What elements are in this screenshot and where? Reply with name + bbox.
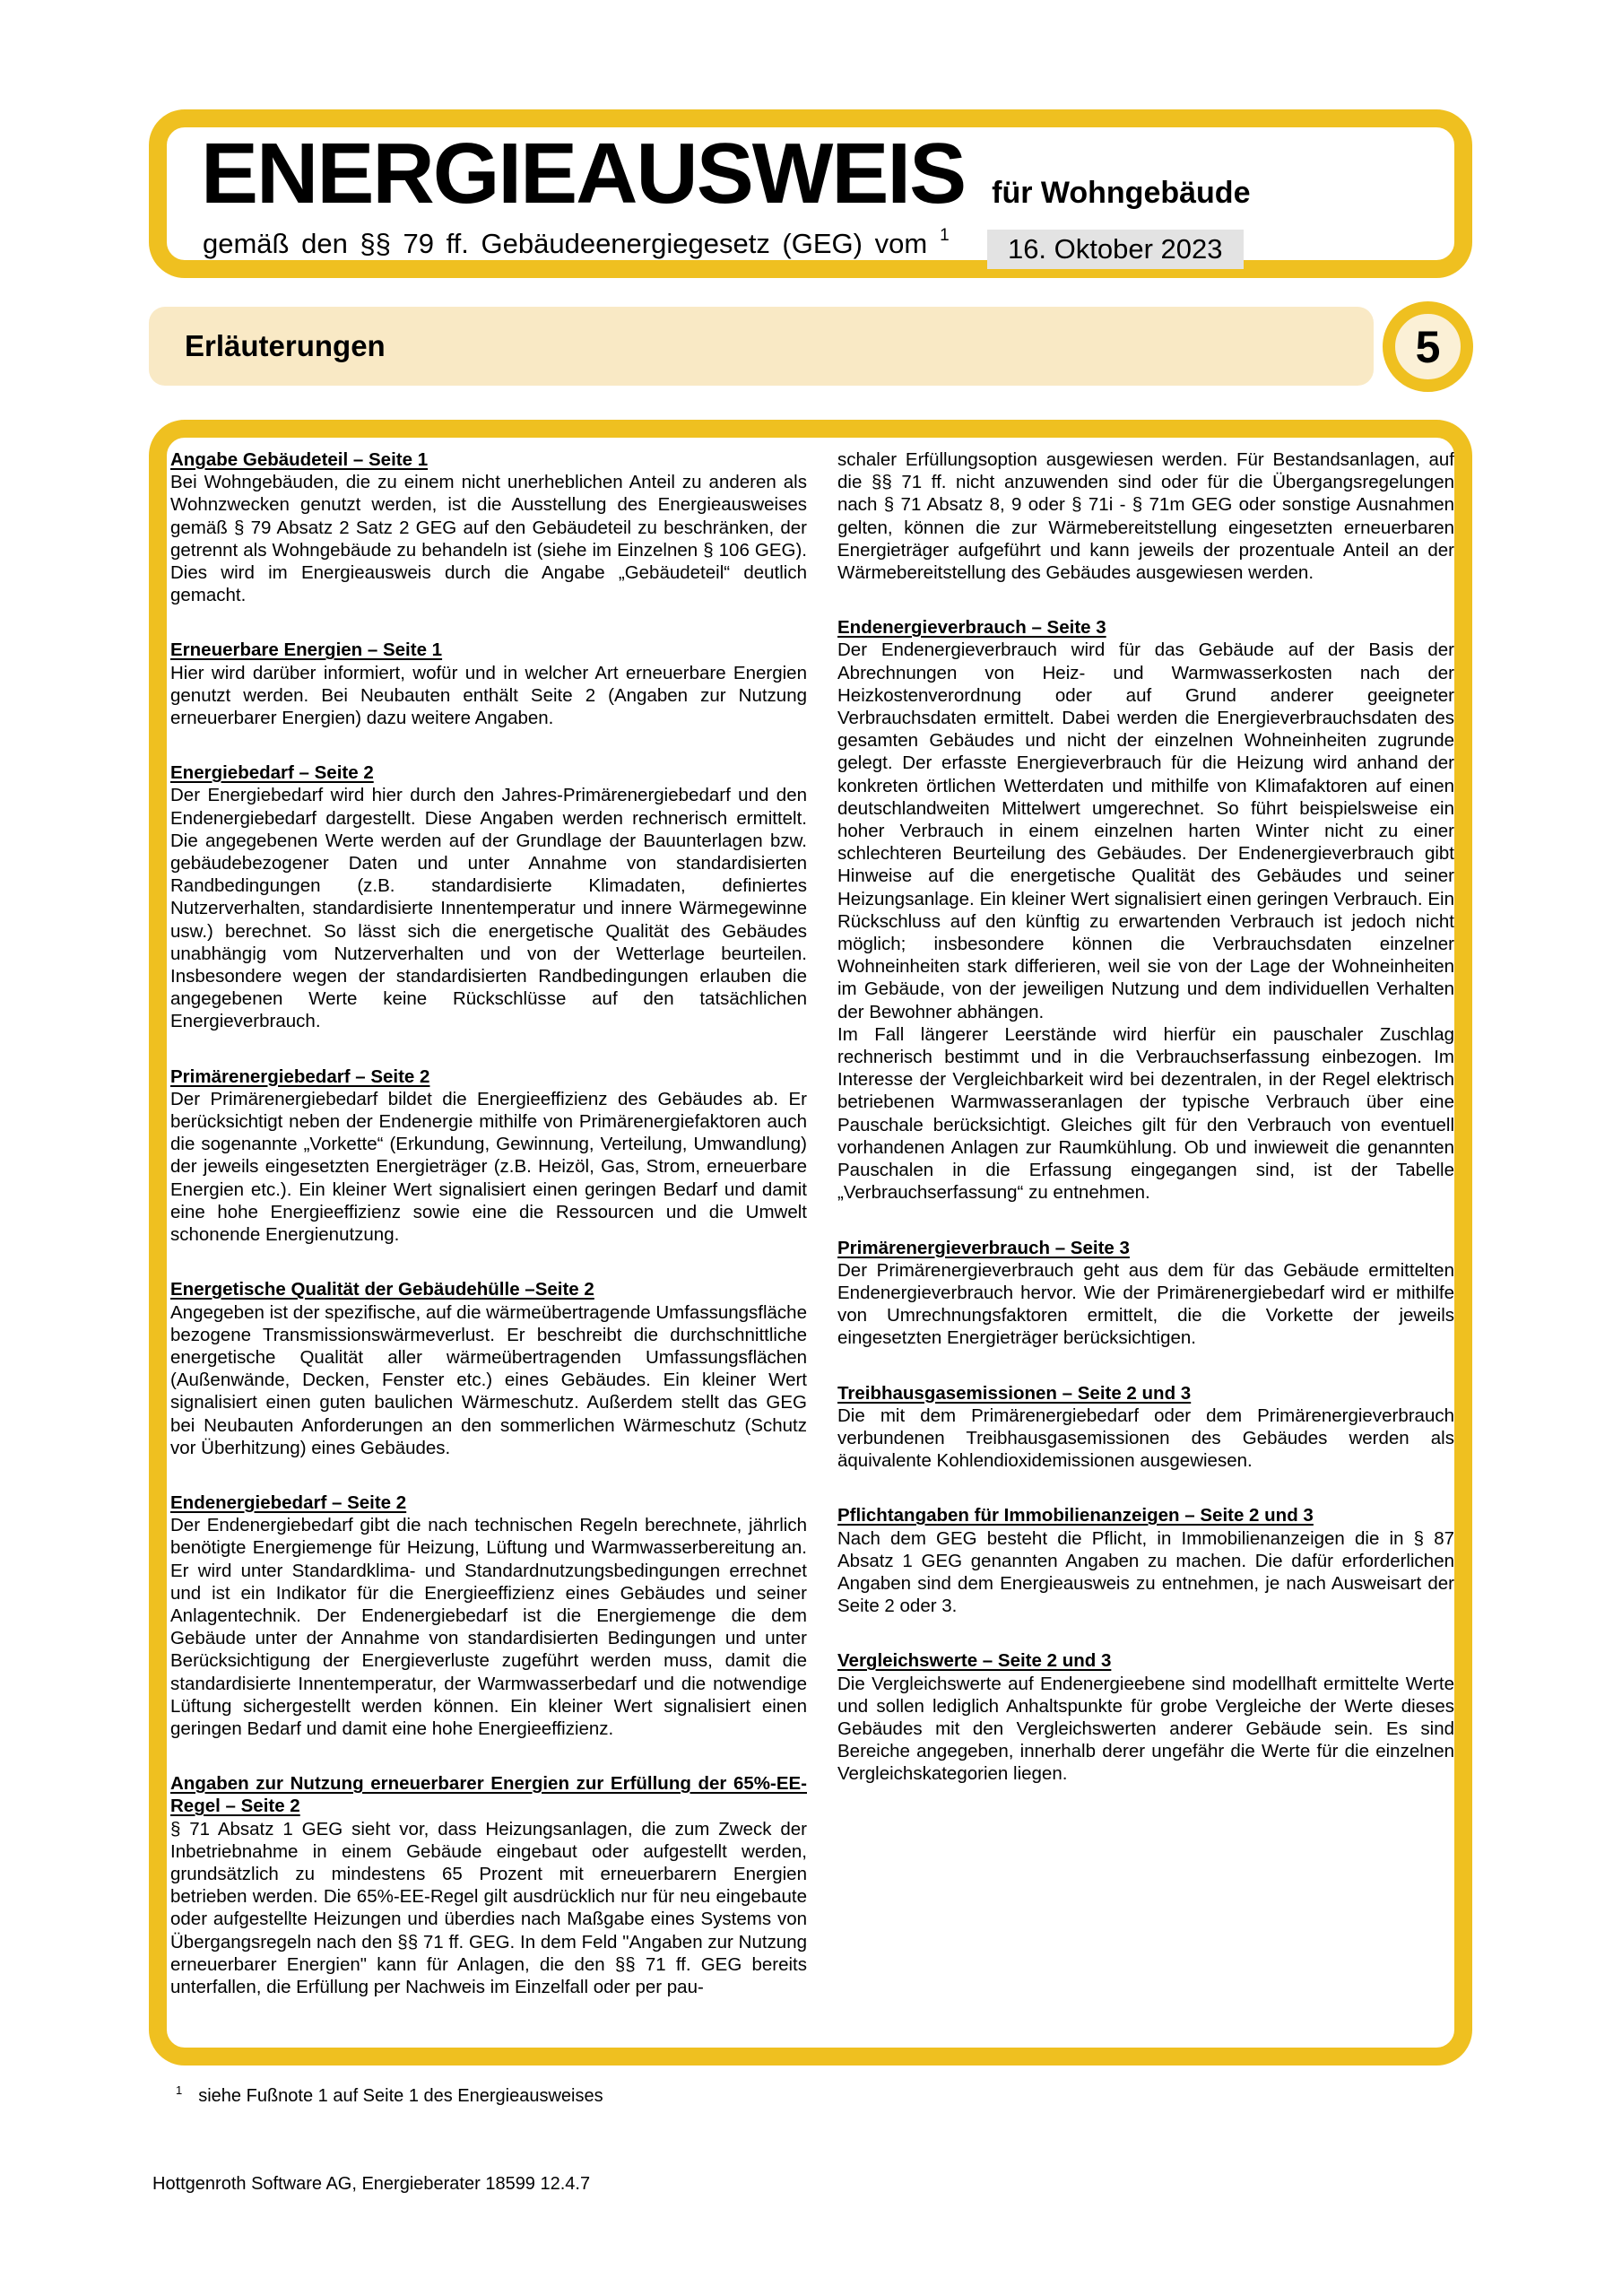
section-paragraph: Der Primärenergiebedarf bildet die Energieeffizienz des Gebäudes ab. Er berücksichtigt neben der Endenergie mithilfe von Primärenergiefaktoren auch die sogenannte „Vorkette“ (Erkundung, Gewinnung, Verteilung, Umwandlung) der jeweils eingesetzten Energieträger (z.B. Heizöl, Gas, Strom, erneuerbare Energien etc.). Ein kleiner Wert signalisiert einen geringen Bedarf und damit eine hohe Energieeffizienz sowie eine die Ressourcen und die Umwelt schonende Energienutzung. [170, 1088, 807, 1246]
section-heading: Pflichtangaben für Immobilienanzeigen – Seite 2 und 3 [837, 1505, 1314, 1526]
section-heading: Energetische Qualität der Gebäudehülle –Seite 2 [170, 1279, 594, 1300]
footnote-text: siehe Fußnote 1 auf Seite 1 des Energieausweises [198, 2086, 603, 2106]
title-row [201, 126, 1251, 222]
document-subtitle: gemäß den §§ 79 ff. Gebäudeenergiegesetz (GEG) vom [203, 228, 928, 259]
section-paragraph: § 71 Absatz 1 GEG sieht vor, dass Heizungsanlagen, die zum Zweck der Inbetriebnahme in einem Gebäude eingebaut oder aufgestellt werden, grundsätzlich zu mindestens 65 Prozent mit erneuerbarern Energien betrieben werden. Die 65%-EE-Regel gilt ausdrücklich nur für neu eingebaute oder aufgestellte Heizungen und überdies nach Maßgabe eines Systems von Übergangsregeln nach den §§ 71 ff. GEG. In dem Feld "Angaben zur Nutzung erneuerbarer Energien" kann für Anlagen, die den §§ 71 ff. GEG bereits unterfallen, die Erfüllung per Nachweis im Einzelfall oder per pau- [170, 1818, 807, 1997]
section-heading: Erneuerbare Energien – Seite 1 [170, 639, 443, 661]
explanations-box [149, 420, 1472, 2066]
issue-date-highlight: 16. Oktober 2023 [987, 230, 1244, 269]
section-paragraph: Der Endenergieverbrauch wird für das Gebäude auf der Basis der Abrechnungen von Heiz- und Warmwasserkosten nach der Heizkostenverordnung oder auf Grund anderer geeigneter Verbrauchsdaten ermittelt. Dabei werden die Energieverbrauchsdaten des gesamten Gebäudes und nicht der einzelnen Wohneinheiten zugrunde gelegt. Der erfasste Energieverbrauch für die Heizung wird anhand der konkreten örtlichen Wetterdaten und mithilfe von Klimafaktoren auf einen deutschlandweiten Mittelwert umgerechnet. So führt beispielsweise ein hoher Verbrauch in einem einzelnen harten Winter nicht zu einer schlechteren Beurteilung des Gebäudes. Der Endenergieverbrauch gibt Hinweise auf die energetische Qualität des Gebäudes und seiner Heizungsanlage. Ein kleiner Wert signalisiert einen geringen Verbrauch. Ein Rückschluss auf den künftig zu erwartenden Verbrauch ist jedoch nicht möglich; insbesondere können die Verbrauchsdaten einzelner Wohneinheiten stark differieren, weil sie von der Lage der Wohneinheiten im Gebäude, von der jeweiligen Nutzung und dem individuellen Verhalten der Bewohner abhängen. [837, 639, 1454, 1022]
section-banner [149, 307, 1374, 386]
section-paragraph: Hier wird darüber informiert, wofür und in welcher Art erneuerbare Energien genutzt werden. Bei Neubauten enthält Seite 2 (Angaben zur Nutzung erneuerbarer Energien) dazu weitere Angaben. [170, 662, 807, 729]
section-heading: Angabe Gebäudeteil – Seite 1 [170, 449, 429, 470]
section-heading: Endenergieverbrauch – Seite 3 [837, 617, 1106, 639]
section-paragraph: Die Vergleichswerte auf Endenergieebene sind modellhaft ermittelte Werte und sollen lediglich Anhaltspunkte für grobe Vergleiche der Werte dieses Gebäudes mit den Vergleichswerten anderer Gebäude sein. Es sind Bereiche angegeben, innerhalb derer ungefähr die Werte für die einzelnen Vergleichskategorien liegen. [837, 1673, 1454, 1785]
section-heading: Angaben zur Nutzung erneuerbarer Energien zur Erfüllung der 65%-EE-Regel – Seite 2 [170, 1773, 807, 1817]
section [837, 1649, 1454, 1785]
right-column [837, 448, 1454, 1786]
section-heading: Vergleichswerte – Seite 2 und 3 [837, 1650, 1112, 1672]
section [837, 616, 1454, 1204]
page-number-badge: 5 [1383, 301, 1473, 392]
section-heading: Primärenergiebedarf – Seite 2 [170, 1065, 430, 1087]
software-footer: Hottgenroth Software AG, Energieberater 18599 12.4.7 [152, 2174, 591, 2194]
subtitle-row [203, 224, 1244, 264]
section-paragraph: Die mit dem Primärenergiebedarf oder dem Primärenergieverbrauch verbundenen Treibhausgasemissionen des Gebäudes werden als äquivalente Kohlendioxidemissionen ausgewiesen. [837, 1405, 1454, 1472]
section-paragraph: Der Endenergiebedarf gibt die nach technischen Regeln berechnete, jährlich benötigte Energiemenge für Heizung, Lüftung und Warmwasserbereitung an. Er wird unter Standardklima- und Standardnutzungsbedingungen errechnet und ist ein Indikator für die Energieeffizienz eines Gebäudes und seiner Anlagentechnik. Der Endenergiebedarf ist die Energiemenge die dem Gebäude unter der Annahme von standardisierten Bedingungen und unter Berücksichtigung der Energieverluste zugeführt werden muss, damit die standardisierte Innentemperatur, der Warmwasserbedarf und die notwendige Lüftung sichergestellt werden können. Ein kleiner Wert signalisiert einen geringen Bedarf und damit eine hohe Energieeffizienz. [170, 1515, 807, 1739]
footnote-reference: 1 [940, 226, 950, 245]
section-paragraph: Bei Wohngebäuden, die zu einem nicht unerheblichen Anteil zu anderen als Wohnzwecken genutzt werden, ist die Ausstellung des Energieausweises gemäß § 79 Absatz 2 Satz 2 GEG auf den Gebäudeteil zu beschränken, der getrennt als Wohngebäude zu behandeln ist (siehe im Einzelnen § 106 GEG). Dies wird im Energieausweis durch die Angabe „Gebäudeteil“ deutlich gemacht. [170, 472, 807, 606]
document-title-suffix: für Wohngebäude [992, 176, 1251, 210]
section [837, 1382, 1454, 1473]
section-heading: Primärenergieverbrauch – Seite 3 [837, 1237, 1130, 1258]
section-paragraph: Nach dem GEG besteht die Pflicht, in Immobilienanzeigen die in § 87 Absatz 1 GEG genannten Angaben zu machen. Die dafür erforderlichen Angaben sind dem Energieausweis zu entnehmen, je nach Ausweisart der Seite 2 oder 3. [837, 1527, 1454, 1617]
left-column [170, 448, 807, 1998]
section [170, 1065, 807, 1247]
section [837, 1237, 1454, 1350]
header-inner [167, 126, 1454, 265]
section-heading: Endenergiebedarf – Seite 2 [170, 1492, 407, 1513]
section-heading: Energiebedarf – Seite 2 [170, 762, 374, 784]
section-paragraph: Der Primärenergieverbrauch geht aus dem für das Gebäude ermittelten Endenergieverbrauch hervor. Wie der Primärenergiebedarf wird er mithilfe von Umrechnungsfaktoren ermittelt, die die Vorkette der jeweils eingesetzten Energieträger berücksichtigen. [837, 1259, 1454, 1349]
section [170, 639, 807, 729]
section [170, 448, 807, 606]
section [837, 1504, 1454, 1617]
footnote-marker: 1 [176, 2083, 183, 2097]
section [837, 448, 1454, 584]
section-banner-label: Erläuterungen [185, 329, 386, 362]
section [170, 1772, 807, 1998]
section [170, 761, 807, 1032]
header-box [149, 109, 1472, 278]
section-paragraph: Der Energiebedarf wird hier durch den Jahres-Primärenergiebedarf und den Endenergiebedarf dargestellt. Diese Angaben werden rechnerisch ermittelt. Die angegebenen Werte werden auf der Grundlage der Bauunterlagen bzw. gebäudebezogener Daten und unter Annahme von standardisierten Randbedingungen (z.B. standardisierte Klimadaten, definiertes Nutzerverhalten, standardisierte Innentemperatur und innere Wärmegewinne usw.) berechnet. So lässt sich die energetische Qualität des Gebäudes unabhängig vom Nutzerverhalten und von der Wetterlage beurteilen. Insbesondere wegen der standardisierten Randbedingungen erlauben die angegebenen Werte keine Rückschlüsse auf den tatsächlichen Energieverbrauch. [170, 785, 807, 1032]
section-heading: Treibhausgasemissionen – Seite 2 und 3 [837, 1382, 1192, 1404]
section-paragraph: Im Fall längerer Leerstände wird hierfür ein pauschaler Zuschlag rechnerisch bestimmt und in die Verbrauchserfassung einbezogen. Im Interesse der Vergleichbarkeit wird bei dezentralen, in der Regel elektrisch betriebenen Warmwasseranlagen der typische Verbrauch über eine Pauschale berücksichtigt. Gleiches gilt für den Verbrauch von eventuell vorhandenen Anlagen zur Raumkühlung. Ob und inwieweit die genannten Pauschalen in die Erfassung eingegangen sind, ist der Tabelle „Verbrauchserfassung“ zu entnehmen. [837, 1023, 1454, 1204]
document-title: ENERGIEAUSWEIS [201, 126, 966, 222]
section [170, 1278, 807, 1459]
section [170, 1492, 807, 1740]
section-paragraph: Angegeben ist der spezifische, auf die wärmeübertragende Umfassungsfläche bezogene Transmissionswärmeverlust. Er beschreibt die durchschnittliche energetische Qualität aller wärmeübertragenden Umfassungsflächen (Außenwände, Decken, Fenster etc.) eines Gebäudes. Ein kleiner Wert signalisiert einen guten baulichen Wärmeschutz. Außerdem stellt das GEG bei Neubauten Anforderungen an den sommerlichen Wärmeschutz (Schutz vor Überhitzung) eines Gebäudes. [170, 1301, 807, 1458]
footnote [176, 2083, 603, 2107]
section-paragraph: schaler Erfüllungsoption ausgewiesen werden. Für Bestandsanlagen, auf die §§ 71 ff. nicht anzuwenden sind oder für die Übergangsregelungen nach § 71 Absatz 8, 9 oder § 71i - § 71m GEG oder sonstige Ausnahmen gelten, können die zur Wärmebereitstellung eingesetzten erneuerbaren Energieträger aufgeführt und kann jeweils der prozentuale Anteil an der Wärmebereitstellung des Gebäudes ausgewiesen werden. [837, 449, 1454, 584]
